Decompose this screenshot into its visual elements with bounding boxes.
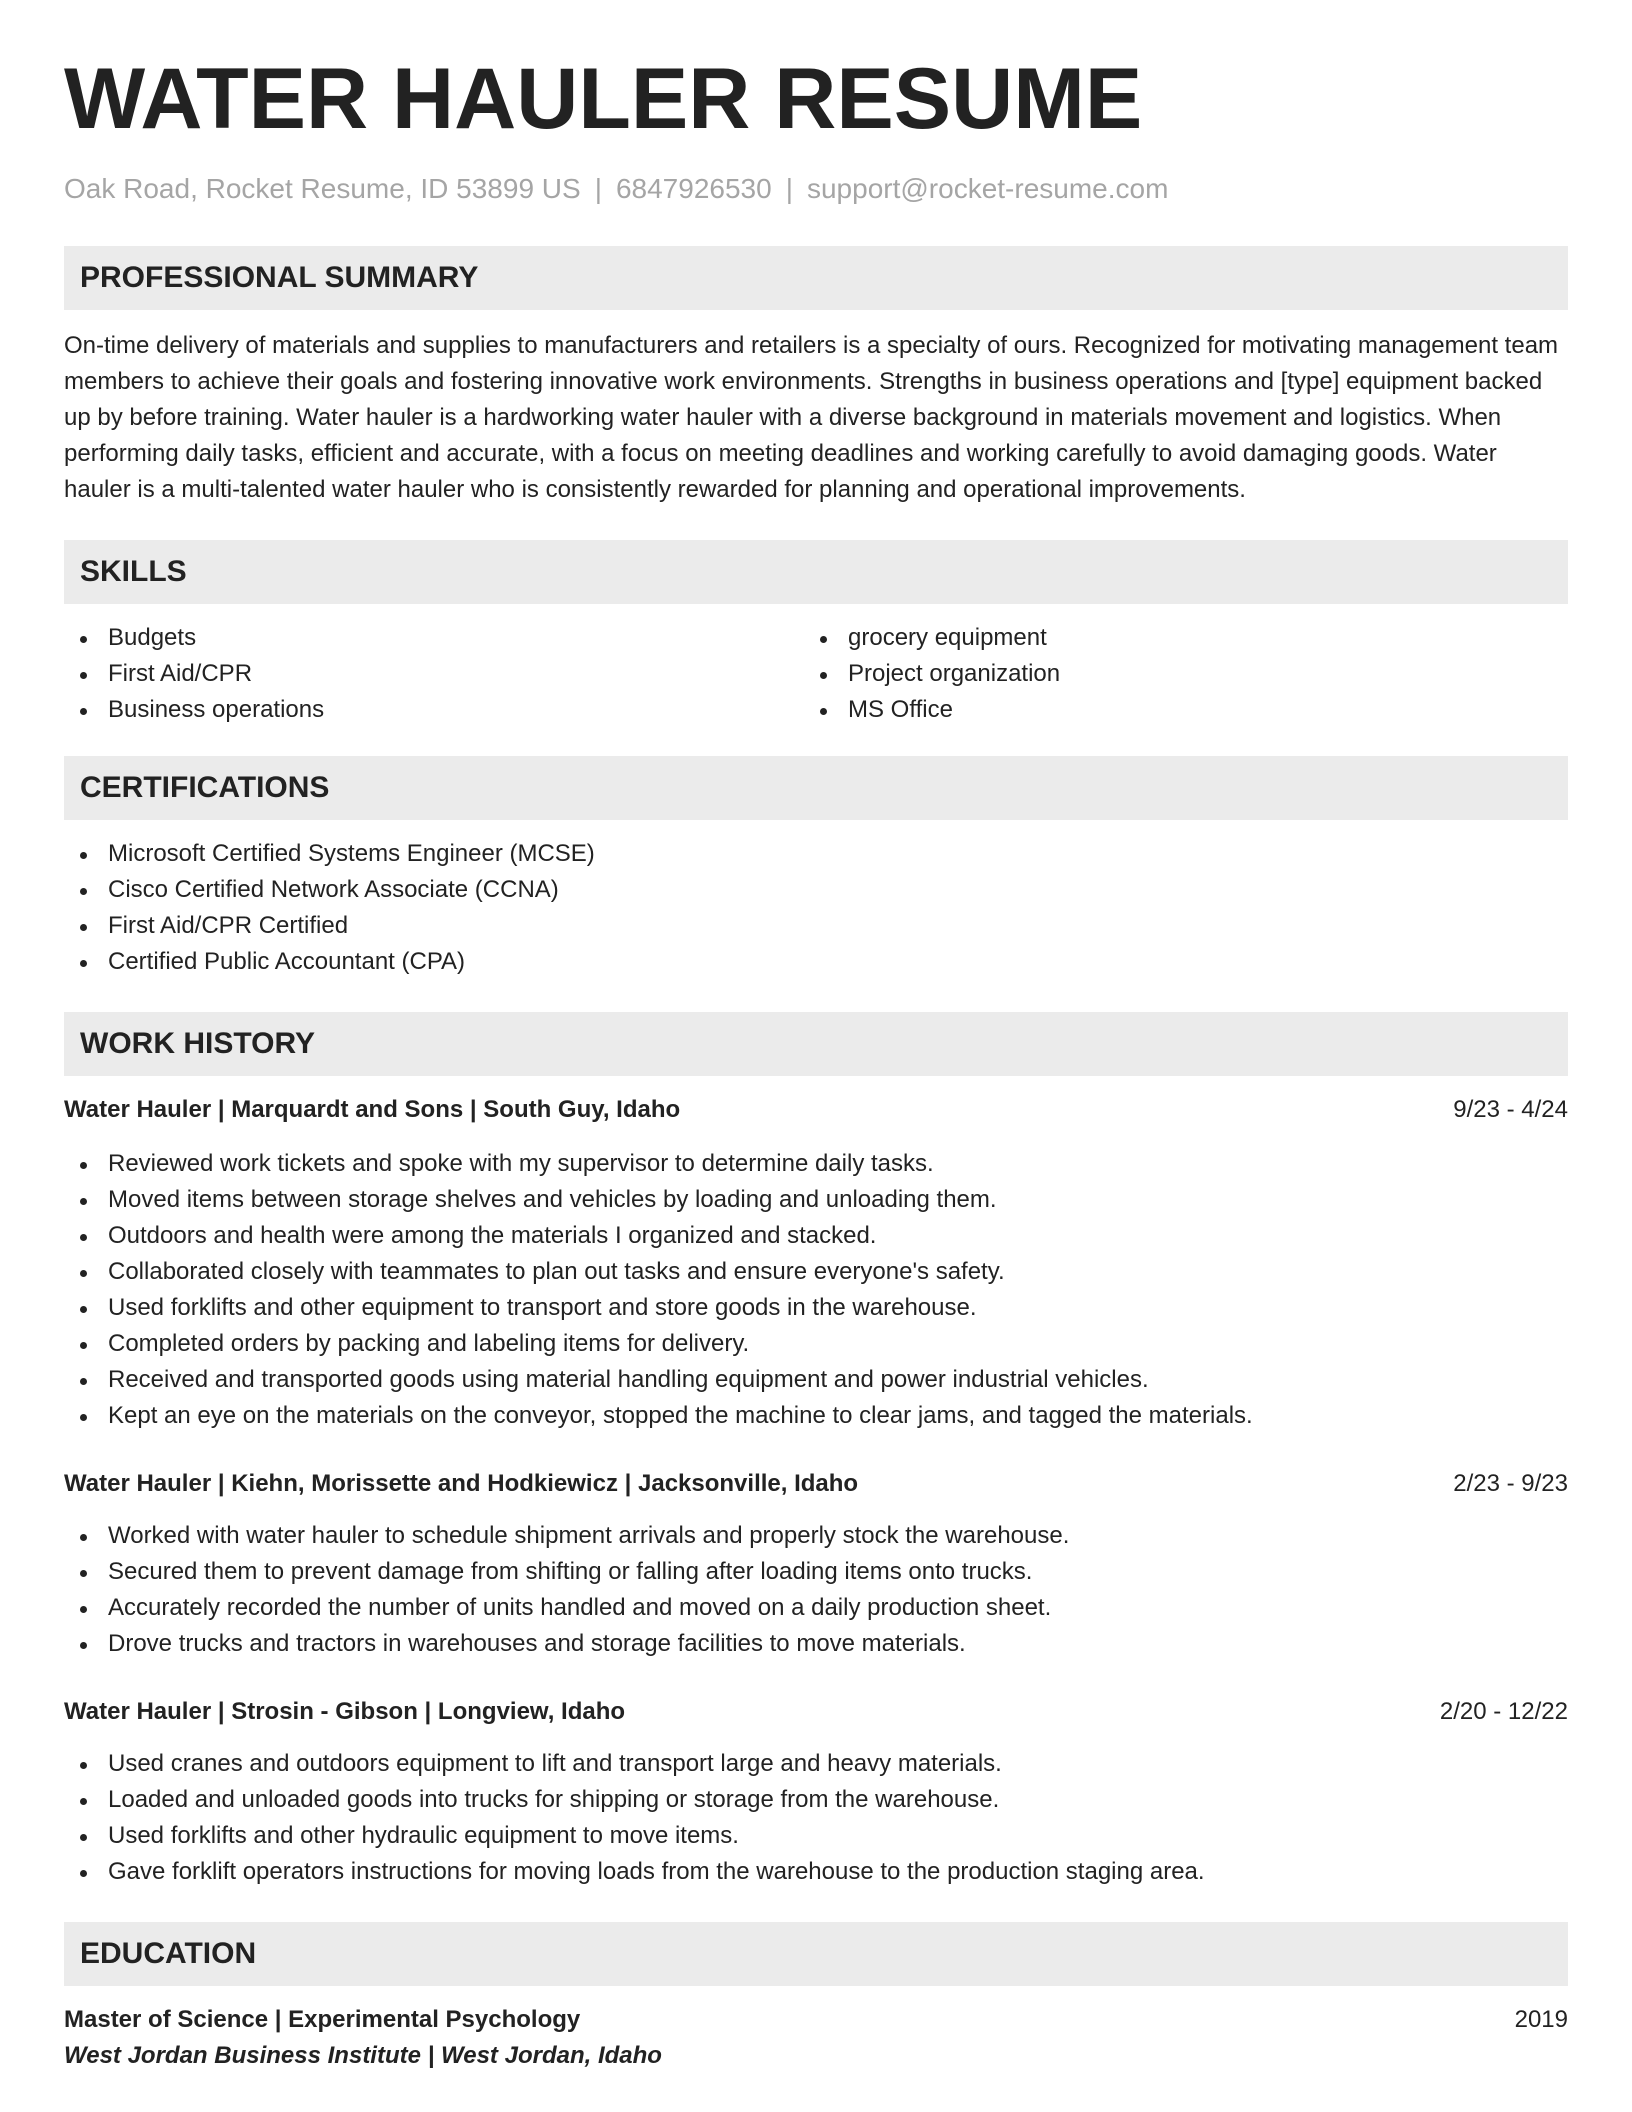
job-bullets bbox=[64, 1518, 1568, 1662]
skill-item: grocery equipment bbox=[804, 620, 1544, 656]
skill-item: Business operations bbox=[64, 692, 804, 728]
education-section-header: EDUCATION bbox=[64, 1922, 1568, 1986]
job-bullet: Worked with water hauler to schedule shipment arrivals and properly stock the warehouse. bbox=[64, 1518, 1568, 1554]
job-bullet: Gave forklift operators instructions for moving loads from the warehouse to the production staging area. bbox=[64, 1854, 1568, 1890]
skill-item: Budgets bbox=[64, 620, 804, 656]
job-entry bbox=[64, 1466, 1568, 1662]
summary-section-header: PROFESSIONAL SUMMARY bbox=[64, 246, 1568, 310]
skills-section-header: SKILLS bbox=[64, 540, 1568, 604]
contact-separator: | bbox=[594, 173, 602, 204]
certification-item: Certified Public Accountant (CPA) bbox=[64, 944, 1568, 980]
summary-text: On-time delivery of materials and supplies to manufacturers and retailers is a specialty of ours. Recognized for motivating management team members to achieve their goals and fostering innovative work environments. Strengths in business operations and [type] equipment backed up by before training. Water hauler is a hardworking water hauler with a diverse background in materials movement and logistics. When performing daily tasks, efficient and accurate, with a focus on meeting deadlines and working carefully to avoid damaging goods. Water hauler is a multi-talented water hauler who is consistently rewarded for planning and operational improvements. bbox=[64, 331, 1559, 503]
job-bullet: Outdoors and health were among the materials I organized and stacked. bbox=[64, 1218, 1568, 1254]
job-bullet: Completed orders by packing and labeling items for delivery. bbox=[64, 1326, 1568, 1362]
job-bullet: Received and transported goods using material handling equipment and power industrial vehicles. bbox=[64, 1362, 1568, 1398]
job-bullets bbox=[64, 1746, 1568, 1890]
job-bullet: Loaded and unloaded goods into trucks for shipping or storage from the warehouse. bbox=[64, 1782, 1568, 1818]
contact-address: Oak Road, Rocket Resume, ID 53899 US bbox=[64, 173, 581, 204]
job-bullet: Used forklifts and other hydraulic equipment to move items. bbox=[64, 1818, 1568, 1854]
skills-column-right bbox=[804, 620, 1544, 728]
job-title: Water Hauler | Marquardt and Sons | South Guy, Idaho bbox=[64, 1095, 681, 1123]
job-bullet: Used cranes and outdoors equipment to lift and transport large and heavy materials. bbox=[64, 1746, 1568, 1782]
contact-email: support@rocket-resume.com bbox=[806, 173, 1169, 204]
job-bullets bbox=[64, 1146, 1568, 1434]
job-title: Water Hauler | Kiehn, Morissette and Hodkiewicz | Jacksonville, Idaho bbox=[64, 1469, 859, 1497]
certifications-section-header: CERTIFICATIONS bbox=[64, 756, 1568, 820]
job-dates: 2/20 - 12/22 bbox=[1439, 1697, 1568, 1725]
skill-item: Project organization bbox=[804, 656, 1544, 692]
skills-column-left bbox=[64, 620, 804, 728]
contact-separator: | bbox=[785, 173, 793, 204]
resume-title: WATER HAULER RESUME bbox=[64, 51, 1143, 147]
job-entry bbox=[64, 1694, 1568, 1890]
contact-line bbox=[64, 172, 1568, 206]
job-bullet: Drove trucks and tractors in warehouses and storage facilities to move materials. bbox=[64, 1626, 1568, 1662]
contact-phone: 6847926530 bbox=[615, 173, 772, 204]
job-bullet: Used forklifts and other equipment to transport and store goods in the warehouse. bbox=[64, 1290, 1568, 1326]
job-bullet: Collaborated closely with teammates to plan out tasks and ensure everyone's safety. bbox=[64, 1254, 1568, 1290]
education-header bbox=[64, 2002, 1568, 2038]
skills-list bbox=[64, 620, 1568, 728]
job-dates: 2/23 - 9/23 bbox=[1453, 1469, 1568, 1497]
education-degree: Master of Science | Experimental Psychology bbox=[64, 2005, 581, 2033]
certification-item: First Aid/CPR Certified bbox=[64, 908, 1568, 944]
education-school: West Jordan Business Institute | West Jordan, Idaho bbox=[64, 2041, 662, 2069]
certification-item: Cisco Certified Network Associate (CCNA) bbox=[64, 872, 1568, 908]
certifications-list bbox=[64, 836, 1568, 980]
job-header bbox=[64, 1092, 1568, 1128]
job-entry bbox=[64, 1092, 1568, 1434]
job-title: Water Hauler | Strosin - Gibson | Longview, Idaho bbox=[64, 1697, 626, 1725]
skill-item: MS Office bbox=[804, 692, 1544, 728]
job-header bbox=[64, 1694, 1568, 1730]
job-bullet: Kept an eye on the materials on the conveyor, stopped the machine to clear jams, and tagged the materials. bbox=[64, 1398, 1568, 1434]
education-year: 2019 bbox=[1514, 2005, 1568, 2033]
skill-item: First Aid/CPR bbox=[64, 656, 804, 692]
job-bullet: Accurately recorded the number of units handled and moved on a daily production sheet. bbox=[64, 1590, 1568, 1626]
certification-item: Microsoft Certified Systems Engineer (MCSE) bbox=[64, 836, 1568, 872]
job-bullet: Moved items between storage shelves and vehicles by loading and unloading them. bbox=[64, 1182, 1568, 1218]
job-bullet: Reviewed work tickets and spoke with my supervisor to determine daily tasks. bbox=[64, 1146, 1568, 1182]
job-header bbox=[64, 1466, 1568, 1502]
job-dates: 9/23 - 4/24 bbox=[1453, 1095, 1568, 1123]
work-history-section-header: WORK HISTORY bbox=[64, 1012, 1568, 1076]
job-bullet: Secured them to prevent damage from shifting or falling after loading items onto trucks. bbox=[64, 1554, 1568, 1590]
